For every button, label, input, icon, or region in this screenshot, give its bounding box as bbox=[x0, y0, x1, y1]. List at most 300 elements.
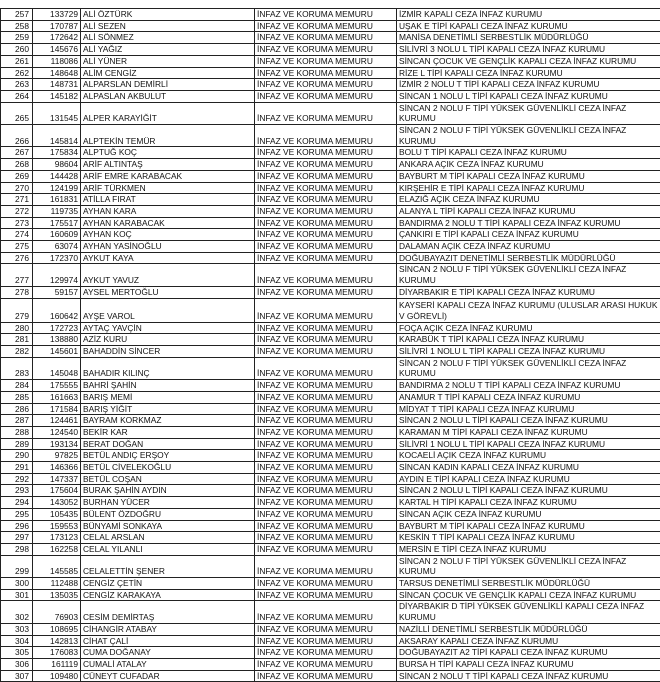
registry-id-cell: 148648 bbox=[33, 67, 81, 79]
row-number-cell: 281 bbox=[1, 334, 33, 346]
table-row bbox=[1, 450, 660, 462]
institution-cell: ELAZIĞ AÇIK CEZA İNFAZ KURUMU bbox=[397, 194, 660, 206]
job-title-cell: İNFAZ VE KORUMA MEMURU bbox=[255, 647, 397, 659]
registry-id-cell: 145182 bbox=[33, 90, 81, 102]
row-number-cell: 269 bbox=[1, 170, 33, 182]
table-row bbox=[1, 670, 660, 682]
name-cell: ALİ YÜNER bbox=[81, 55, 255, 67]
name-cell: AYHAN KOÇ bbox=[81, 229, 255, 241]
job-title-cell: İNFAZ VE KORUMA MEMURU bbox=[255, 159, 397, 171]
name-cell: CENGİZ KARAKAYA bbox=[81, 589, 255, 601]
name-cell: BÜLENT ÖZDOĞRU bbox=[81, 508, 255, 520]
name-cell: AYHAN YASİNOĞLU bbox=[81, 241, 255, 253]
institution-cell: MERSİN E TİPİ CEZA İNFAZ KURUMU bbox=[397, 543, 660, 555]
row-number-cell: 306 bbox=[1, 658, 33, 670]
row-number-cell: 261 bbox=[1, 55, 33, 67]
institution-cell: SİNCAN 2 NOLU F TİPİ YÜKSEK GÜVENLİKLİ CEZA İNFAZ KURUMU bbox=[397, 555, 660, 577]
table-row bbox=[1, 485, 660, 497]
table-row bbox=[1, 415, 660, 427]
registry-id-cell: 145048 bbox=[33, 357, 81, 379]
institution-cell: KIRŞEHİR E TİPİ KAPALI CEZA İNFAZ KURUMU bbox=[397, 182, 660, 194]
job-title-cell: İNFAZ VE KORUMA MEMURU bbox=[255, 182, 397, 194]
table-row bbox=[1, 20, 660, 32]
table-row bbox=[1, 9, 660, 21]
name-cell: AYHAN KARABACAK bbox=[81, 217, 255, 229]
registry-id-cell: 147337 bbox=[33, 473, 81, 485]
row-number-cell: 296 bbox=[1, 520, 33, 532]
job-title-cell: İNFAZ VE KORUMA MEMURU bbox=[255, 125, 397, 147]
name-cell: BARIŞ YİĞİT bbox=[81, 403, 255, 415]
job-title-cell: İNFAZ VE KORUMA MEMURU bbox=[255, 90, 397, 102]
institution-cell: KARABÜK T TİPİ KAPALI CEZA İNFAZ KURUMU bbox=[397, 334, 660, 346]
job-title-cell: İNFAZ VE KORUMA MEMURU bbox=[255, 670, 397, 682]
institution-cell: DİYARBAKIR E TİPİ KAPALI CEZA İNFAZ KURUMU bbox=[397, 286, 660, 298]
institution-cell: ALANYA L TİPİ KAPALI CEZA İNFAZ KURUMU bbox=[397, 205, 660, 217]
registry-id-cell: 161663 bbox=[33, 391, 81, 403]
institution-cell: KARTAL H TİPİ KAPALI CEZA İNFAZ KURUMU bbox=[397, 497, 660, 509]
table-row bbox=[1, 462, 660, 474]
registry-id-cell: 143052 bbox=[33, 497, 81, 509]
institution-cell: UŞAK E TİPİ KAPALI CEZA İNFAZ KURUMU bbox=[397, 20, 660, 32]
job-title-cell: İNFAZ VE KORUMA MEMURU bbox=[255, 438, 397, 450]
job-title-cell: İNFAZ VE KORUMA MEMURU bbox=[255, 555, 397, 577]
row-number-cell: 305 bbox=[1, 647, 33, 659]
row-number-cell: 270 bbox=[1, 182, 33, 194]
institution-cell: SİNCAN 2 NOLU F TİPİ YÜKSEK GÜVENLİKLİ CEZA İNFAZ KURUMU bbox=[397, 357, 660, 379]
institution-cell: BANDIRMA 2 NOLU T TİPİ KAPALI CEZA İNFAZ KURUMU bbox=[397, 217, 660, 229]
registry-id-cell: 172370 bbox=[33, 252, 81, 264]
institution-cell: SİNCAN ÇOCUK VE GENÇLİK KAPALI CEZA İNFAZ KURUMU bbox=[397, 589, 660, 601]
job-title-cell: İNFAZ VE KORUMA MEMURU bbox=[255, 286, 397, 298]
row-number-cell: 307 bbox=[1, 670, 33, 682]
table-row bbox=[1, 532, 660, 544]
name-cell: BAHADIR KILINÇ bbox=[81, 357, 255, 379]
row-number-cell: 277 bbox=[1, 264, 33, 286]
job-title-cell: İNFAZ VE KORUMA MEMURU bbox=[255, 497, 397, 509]
row-number-cell: 302 bbox=[1, 601, 33, 623]
institution-cell: SİNCAN ÇOCUK VE GENÇLİK KAPALI CEZA İNFAZ KURUMU bbox=[397, 55, 660, 67]
table-row bbox=[1, 55, 660, 67]
row-number-cell: 304 bbox=[1, 635, 33, 647]
job-title-cell: İNFAZ VE KORUMA MEMURU bbox=[255, 9, 397, 21]
row-number-cell: 280 bbox=[1, 322, 33, 334]
name-cell: ARİF EMRE KARABACAK bbox=[81, 170, 255, 182]
job-title-cell: İNFAZ VE KORUMA MEMURU bbox=[255, 102, 397, 124]
name-cell: ALPTEKİN TEMÜR bbox=[81, 125, 255, 147]
job-title-cell: İNFAZ VE KORUMA MEMURU bbox=[255, 380, 397, 392]
name-cell: ALİ SÖNMEZ bbox=[81, 32, 255, 44]
registry-id-cell: 108695 bbox=[33, 623, 81, 635]
job-title-cell: İNFAZ VE KORUMA MEMURU bbox=[255, 403, 397, 415]
table-row bbox=[1, 589, 660, 601]
institution-cell: MANİSA DENETİMLİ SERBESTLİK MÜDÜRLÜĞÜ bbox=[397, 32, 660, 44]
name-cell: CUMALİ ATALAY bbox=[81, 658, 255, 670]
table-row bbox=[1, 403, 660, 415]
table-row bbox=[1, 286, 660, 298]
job-title-cell: İNFAZ VE KORUMA MEMURU bbox=[255, 147, 397, 159]
name-cell: ALPARSLAN DEMİRLİ bbox=[81, 79, 255, 91]
institution-cell: SİNCAN 1 NOLU L TİPİ KAPALI CEZA İNFAZ KURUMU bbox=[397, 90, 660, 102]
row-number-cell: 272 bbox=[1, 205, 33, 217]
name-cell: ARİF TÜRKMEN bbox=[81, 182, 255, 194]
name-cell: CELAL YILANLI bbox=[81, 543, 255, 555]
name-cell: AYSEL MERTOĞLU bbox=[81, 286, 255, 298]
job-title-cell: İNFAZ VE KORUMA MEMURU bbox=[255, 67, 397, 79]
table-row bbox=[1, 125, 660, 147]
table-row bbox=[1, 473, 660, 485]
row-number-cell: 303 bbox=[1, 623, 33, 635]
job-title-cell: İNFAZ VE KORUMA MEMURU bbox=[255, 32, 397, 44]
table-row bbox=[1, 508, 660, 520]
row-number-cell: 290 bbox=[1, 450, 33, 462]
registry-id-cell: 172723 bbox=[33, 322, 81, 334]
personnel-table bbox=[0, 8, 660, 682]
row-number-cell: 260 bbox=[1, 44, 33, 56]
institution-cell: KOCAELİ AÇIK CEZA İNFAZ KURUMU bbox=[397, 450, 660, 462]
name-cell: CESİM DEMİRTAŞ bbox=[81, 601, 255, 623]
registry-id-cell: 124540 bbox=[33, 426, 81, 438]
institution-cell: BURSA H TİPİ KAPALI CEZA İNFAZ KURUMU bbox=[397, 658, 660, 670]
name-cell: BAHRİ ŞAHİN bbox=[81, 380, 255, 392]
table-row bbox=[1, 438, 660, 450]
table-row bbox=[1, 357, 660, 379]
name-cell: AYTAÇ YAVÇİN bbox=[81, 322, 255, 334]
row-number-cell: 268 bbox=[1, 159, 33, 171]
job-title-cell: İNFAZ VE KORUMA MEMURU bbox=[255, 334, 397, 346]
table-row bbox=[1, 520, 660, 532]
name-cell: ALİ SEZEN bbox=[81, 20, 255, 32]
row-number-cell: 288 bbox=[1, 426, 33, 438]
name-cell: CİHAT ÇALİ bbox=[81, 635, 255, 647]
name-cell: ALİ YAĞIZ bbox=[81, 44, 255, 56]
job-title-cell: İNFAZ VE KORUMA MEMURU bbox=[255, 520, 397, 532]
institution-cell: KAYSERİ KAPALI CEZA İNFAZ KURUMU (ULUSLAR ARASI HUKUK V GÖREVLİ) bbox=[397, 298, 660, 322]
institution-cell: SİNCAN AÇIK CEZA İNFAZ KURUMU bbox=[397, 508, 660, 520]
registry-id-cell: 175834 bbox=[33, 147, 81, 159]
registry-id-cell: 170787 bbox=[33, 20, 81, 32]
registry-id-cell: 175604 bbox=[33, 485, 81, 497]
row-number-cell: 258 bbox=[1, 20, 33, 32]
institution-cell: SİLİVRİ 1 NOLU L TİPİ KAPALI CEZA İNFAZ KURUMU bbox=[397, 345, 660, 357]
name-cell: BÜNYAMİ SONKAYA bbox=[81, 520, 255, 532]
registry-id-cell: 76903 bbox=[33, 601, 81, 623]
job-title-cell: İNFAZ VE KORUMA MEMURU bbox=[255, 578, 397, 590]
table-row bbox=[1, 229, 660, 241]
job-title-cell: İNFAZ VE KORUMA MEMURU bbox=[255, 241, 397, 253]
registry-id-cell: 98604 bbox=[33, 159, 81, 171]
name-cell: BARIŞ MEMİ bbox=[81, 391, 255, 403]
job-title-cell: İNFAZ VE KORUMA MEMURU bbox=[255, 264, 397, 286]
row-number-cell: 262 bbox=[1, 67, 33, 79]
table-row bbox=[1, 217, 660, 229]
registry-id-cell: 162258 bbox=[33, 543, 81, 555]
row-number-cell: 295 bbox=[1, 508, 33, 520]
institution-cell: KESKİN T TİPİ KAPALI CEZA İNFAZ KURUMU bbox=[397, 532, 660, 544]
row-number-cell: 263 bbox=[1, 79, 33, 91]
table-row bbox=[1, 543, 660, 555]
row-number-cell: 276 bbox=[1, 252, 33, 264]
table-row bbox=[1, 334, 660, 346]
table-row bbox=[1, 159, 660, 171]
name-cell: BETÜL CİVELEKOĞLU bbox=[81, 462, 255, 474]
registry-id-cell: 112488 bbox=[33, 578, 81, 590]
institution-cell: ÇANKIRI E TİPİ KAPALI CEZA İNFAZ KURUMU bbox=[397, 229, 660, 241]
institution-cell: FOÇA AÇIK CEZA İNFAZ KURUMU bbox=[397, 322, 660, 334]
institution-cell: İZMİR KAPALI CEZA İNFAZ KURUMU bbox=[397, 9, 660, 21]
table-row bbox=[1, 182, 660, 194]
name-cell: CÜNEYT CUFADAR bbox=[81, 670, 255, 682]
institution-cell: SİNCAN 2 NOLU T TİPİ KAPALI CEZA İNFAZ KURUMU bbox=[397, 670, 660, 682]
table-row bbox=[1, 380, 660, 392]
table-row bbox=[1, 32, 660, 44]
registry-id-cell: 129974 bbox=[33, 264, 81, 286]
table-row bbox=[1, 322, 660, 334]
name-cell: BAYRAM KORKMAZ bbox=[81, 415, 255, 427]
name-cell: CİHANGİR ATABAY bbox=[81, 623, 255, 635]
registry-id-cell: 119735 bbox=[33, 205, 81, 217]
table-row bbox=[1, 623, 660, 635]
institution-cell: SİNCAN 2 NOLU L TİPİ KAPALI CEZA İNFAZ KURUMU bbox=[397, 415, 660, 427]
row-number-cell: 267 bbox=[1, 147, 33, 159]
institution-cell: BANDIRMA 2 NOLU T TİPİ KAPALI CEZA İNFAZ KURUMU bbox=[397, 380, 660, 392]
table-row bbox=[1, 44, 660, 56]
row-number-cell: 289 bbox=[1, 438, 33, 450]
registry-id-cell: 131545 bbox=[33, 102, 81, 124]
row-number-cell: 279 bbox=[1, 298, 33, 322]
job-title-cell: İNFAZ VE KORUMA MEMURU bbox=[255, 357, 397, 379]
table-row bbox=[1, 391, 660, 403]
name-cell: CELALETTİN ŞENER bbox=[81, 555, 255, 577]
institution-cell: NAZİLLİ DENETİMLİ SERBESTLİK MÜDÜRLÜĞÜ bbox=[397, 623, 660, 635]
institution-cell: AYDIN E TİPİ KAPALI CEZA İNFAZ KURUMU bbox=[397, 473, 660, 485]
row-number-cell: 275 bbox=[1, 241, 33, 253]
name-cell: BEKİR KAR bbox=[81, 426, 255, 438]
job-title-cell: İNFAZ VE KORUMA MEMURU bbox=[255, 462, 397, 474]
registry-id-cell: 145814 bbox=[33, 125, 81, 147]
row-number-cell: 266 bbox=[1, 125, 33, 147]
table-row bbox=[1, 555, 660, 577]
registry-id-cell: 193134 bbox=[33, 438, 81, 450]
registry-id-cell: 124461 bbox=[33, 415, 81, 427]
row-number-cell: 273 bbox=[1, 217, 33, 229]
name-cell: BETÜL COŞAN bbox=[81, 473, 255, 485]
institution-cell: TARSUS DENETİMLİ SERBESTLİK MÜDÜRLÜĞÜ bbox=[397, 578, 660, 590]
job-title-cell: İNFAZ VE KORUMA MEMURU bbox=[255, 44, 397, 56]
row-number-cell: 274 bbox=[1, 229, 33, 241]
row-number-cell: 265 bbox=[1, 102, 33, 124]
row-number-cell: 271 bbox=[1, 194, 33, 206]
job-title-cell: İNFAZ VE KORUMA MEMURU bbox=[255, 532, 397, 544]
row-number-cell: 300 bbox=[1, 578, 33, 590]
name-cell: BURAK ŞAHİN AYDIN bbox=[81, 485, 255, 497]
job-title-cell: İNFAZ VE KORUMA MEMURU bbox=[255, 252, 397, 264]
registry-id-cell: 145585 bbox=[33, 555, 81, 577]
registry-id-cell: 146366 bbox=[33, 462, 81, 474]
table-row bbox=[1, 79, 660, 91]
registry-id-cell: 63074 bbox=[33, 241, 81, 253]
row-number-cell: 299 bbox=[1, 555, 33, 577]
job-title-cell: İNFAZ VE KORUMA MEMURU bbox=[255, 450, 397, 462]
name-cell: AYŞE VAROL bbox=[81, 298, 255, 322]
registry-id-cell: 172642 bbox=[33, 32, 81, 44]
institution-cell: SİLİVRİ 3 NOLU L TİPİ KAPALI CEZA İNFAZ KURUMU bbox=[397, 44, 660, 56]
institution-cell: SİNCAN 2 NOLU F TİPİ YÜKSEK GÜVENLİKLİ CEZA İNFAZ KURUMU bbox=[397, 102, 660, 124]
job-title-cell: İNFAZ VE KORUMA MEMURU bbox=[255, 589, 397, 601]
registry-id-cell: 142813 bbox=[33, 635, 81, 647]
name-cell: ALPER KARAYİĞİT bbox=[81, 102, 255, 124]
job-title-cell: İNFAZ VE KORUMA MEMURU bbox=[255, 322, 397, 334]
row-number-cell: 283 bbox=[1, 357, 33, 379]
table-row bbox=[1, 194, 660, 206]
row-number-cell: 259 bbox=[1, 32, 33, 44]
name-cell: BURHAN YÜCER bbox=[81, 497, 255, 509]
name-cell: AZİZ KURU bbox=[81, 334, 255, 346]
table-row bbox=[1, 426, 660, 438]
registry-id-cell: 159553 bbox=[33, 520, 81, 532]
job-title-cell: İNFAZ VE KORUMA MEMURU bbox=[255, 623, 397, 635]
registry-id-cell: 124199 bbox=[33, 182, 81, 194]
name-cell: ARİF ALTINTAŞ bbox=[81, 159, 255, 171]
name-cell: AYHAN KARA bbox=[81, 205, 255, 217]
institution-cell: DOĞUBAYAZIT A2 TİPİ KAPALI CEZA İNFAZ KURUMU bbox=[397, 647, 660, 659]
job-title-cell: İNFAZ VE KORUMA MEMURU bbox=[255, 79, 397, 91]
institution-cell: SİNCAN KADIN KAPALI CEZA İNFAZ KURUMU bbox=[397, 462, 660, 474]
registry-id-cell: 161831 bbox=[33, 194, 81, 206]
table-row bbox=[1, 102, 660, 124]
table-row bbox=[1, 205, 660, 217]
table-row bbox=[1, 578, 660, 590]
table-row bbox=[1, 264, 660, 286]
institution-cell: ANAMUR T TİPİ KAPALI CEZA İNFAZ KURUMU bbox=[397, 391, 660, 403]
job-title-cell: İNFAZ VE KORUMA MEMURU bbox=[255, 229, 397, 241]
institution-cell: SİNCAN 2 NOLU F TİPİ YÜKSEK GÜVENLİKLİ CEZA İNFAZ KURUMU bbox=[397, 264, 660, 286]
row-number-cell: 257 bbox=[1, 9, 33, 21]
job-title-cell: İNFAZ VE KORUMA MEMURU bbox=[255, 601, 397, 623]
name-cell: BERAT DOĞAN bbox=[81, 438, 255, 450]
registry-id-cell: 138880 bbox=[33, 334, 81, 346]
table-row bbox=[1, 170, 660, 182]
job-title-cell: İNFAZ VE KORUMA MEMURU bbox=[255, 508, 397, 520]
institution-cell: SİNCAN 2 NOLU F TİPİ YÜKSEK GÜVENLİKLİ CEZA İNFAZ KURUMU bbox=[397, 125, 660, 147]
job-title-cell: İNFAZ VE KORUMA MEMURU bbox=[255, 415, 397, 427]
registry-id-cell: 109480 bbox=[33, 670, 81, 682]
table-row bbox=[1, 497, 660, 509]
table-row bbox=[1, 658, 660, 670]
institution-cell: BOLU T TİPİ KAPALI CEZA İNFAZ KURUMU bbox=[397, 147, 660, 159]
registry-id-cell: 59157 bbox=[33, 286, 81, 298]
table-row bbox=[1, 298, 660, 322]
institution-cell: DOĞUBAYAZIT DENETİMLİ SERBESTLİK MÜDÜRLÜĞÜ bbox=[397, 252, 660, 264]
table-row bbox=[1, 241, 660, 253]
row-number-cell: 284 bbox=[1, 380, 33, 392]
job-title-cell: İNFAZ VE KORUMA MEMURU bbox=[255, 391, 397, 403]
name-cell: CELAL ARSLAN bbox=[81, 532, 255, 544]
name-cell: ALPTUĞ KOÇ bbox=[81, 147, 255, 159]
name-cell: CUMA DOĞANAY bbox=[81, 647, 255, 659]
institution-cell: AKSARAY KAPALI CEZA İNFAZ KURUMU bbox=[397, 635, 660, 647]
job-title-cell: İNFAZ VE KORUMA MEMURU bbox=[255, 170, 397, 182]
job-title-cell: İNFAZ VE KORUMA MEMURU bbox=[255, 194, 397, 206]
job-title-cell: İNFAZ VE KORUMA MEMURU bbox=[255, 658, 397, 670]
table-row bbox=[1, 252, 660, 264]
row-number-cell: 264 bbox=[1, 90, 33, 102]
name-cell: ALİ ÖZTÜRK bbox=[81, 9, 255, 21]
name-cell: AYKUT YAVUZ bbox=[81, 264, 255, 286]
row-number-cell: 292 bbox=[1, 473, 33, 485]
registry-id-cell: 175555 bbox=[33, 380, 81, 392]
institution-cell: RİZE L TİPİ KAPALI CEZA İNFAZ KURUMU bbox=[397, 67, 660, 79]
name-cell: ALİM CENGİZ bbox=[81, 67, 255, 79]
name-cell: AYKUT KAYA bbox=[81, 252, 255, 264]
institution-cell: MİDYAT T TİPİ KAPALI CEZA İNFAZ KURUMU bbox=[397, 403, 660, 415]
job-title-cell: İNFAZ VE KORUMA MEMURU bbox=[255, 485, 397, 497]
row-number-cell: 294 bbox=[1, 497, 33, 509]
institution-cell: BAYBURT M TİPİ KAPALI CEZA İNFAZ KURUMU bbox=[397, 170, 660, 182]
row-number-cell: 298 bbox=[1, 543, 33, 555]
registry-id-cell: 135035 bbox=[33, 589, 81, 601]
row-number-cell: 291 bbox=[1, 462, 33, 474]
institution-cell: DALAMAN AÇIK CEZA İNFAZ KURUMU bbox=[397, 241, 660, 253]
job-title-cell: İNFAZ VE KORUMA MEMURU bbox=[255, 217, 397, 229]
registry-id-cell: 148731 bbox=[33, 79, 81, 91]
registry-id-cell: 144428 bbox=[33, 170, 81, 182]
row-number-cell: 287 bbox=[1, 415, 33, 427]
registry-id-cell: 173123 bbox=[33, 532, 81, 544]
job-title-cell: İNFAZ VE KORUMA MEMURU bbox=[255, 20, 397, 32]
table-row bbox=[1, 90, 660, 102]
registry-id-cell: 160609 bbox=[33, 229, 81, 241]
row-number-cell: 293 bbox=[1, 485, 33, 497]
table-row bbox=[1, 647, 660, 659]
table-row bbox=[1, 67, 660, 79]
registry-id-cell: 175517 bbox=[33, 217, 81, 229]
institution-cell: BAYBURT M TİPİ KAPALI CEZA İNFAZ KURUMU bbox=[397, 520, 660, 532]
job-title-cell: İNFAZ VE KORUMA MEMURU bbox=[255, 473, 397, 485]
name-cell: ATİLLA FIRAT bbox=[81, 194, 255, 206]
registry-id-cell: 160642 bbox=[33, 298, 81, 322]
name-cell: CENGİZ ÇETİN bbox=[81, 578, 255, 590]
registry-id-cell: 97825 bbox=[33, 450, 81, 462]
row-number-cell: 285 bbox=[1, 391, 33, 403]
job-title-cell: İNFAZ VE KORUMA MEMURU bbox=[255, 426, 397, 438]
registry-id-cell: 133729 bbox=[33, 9, 81, 21]
row-number-cell: 278 bbox=[1, 286, 33, 298]
table-row bbox=[1, 635, 660, 647]
row-number-cell: 297 bbox=[1, 532, 33, 544]
job-title-cell: İNFAZ VE KORUMA MEMURU bbox=[255, 298, 397, 322]
registry-id-cell: 161119 bbox=[33, 658, 81, 670]
job-title-cell: İNFAZ VE KORUMA MEMURU bbox=[255, 55, 397, 67]
registry-id-cell: 145676 bbox=[33, 44, 81, 56]
row-number-cell: 286 bbox=[1, 403, 33, 415]
institution-cell: ANKARA AÇIK CEZA İNFAZ KURUMU bbox=[397, 159, 660, 171]
registry-id-cell: 145601 bbox=[33, 345, 81, 357]
registry-id-cell: 105435 bbox=[33, 508, 81, 520]
name-cell: BAHADDİN SİNCER bbox=[81, 345, 255, 357]
registry-id-cell: 118086 bbox=[33, 55, 81, 67]
row-number-cell: 282 bbox=[1, 345, 33, 357]
institution-cell: İZMİR 2 NOLU T TİPİ KAPALI CEZA İNFAZ KURUMU bbox=[397, 79, 660, 91]
name-cell: BETÜL ANDIÇ ERŞOY bbox=[81, 450, 255, 462]
institution-cell: SİNCAN 2 NOLU L TİPİ KAPALI CEZA İNFAZ KURUMU bbox=[397, 485, 660, 497]
table-row bbox=[1, 601, 660, 623]
job-title-cell: İNFAZ VE KORUMA MEMURU bbox=[255, 345, 397, 357]
registry-id-cell: 176083 bbox=[33, 647, 81, 659]
institution-cell: DİYARBAKIR D TİPİ YÜKSEK GÜVENLİKLİ KAPALI CEZA İNFAZ KURUMU bbox=[397, 601, 660, 623]
registry-id-cell: 171584 bbox=[33, 403, 81, 415]
job-title-cell: İNFAZ VE KORUMA MEMURU bbox=[255, 635, 397, 647]
institution-cell: KARAMAN M TİPİ KAPALI CEZA İNFAZ KURUMU bbox=[397, 426, 660, 438]
